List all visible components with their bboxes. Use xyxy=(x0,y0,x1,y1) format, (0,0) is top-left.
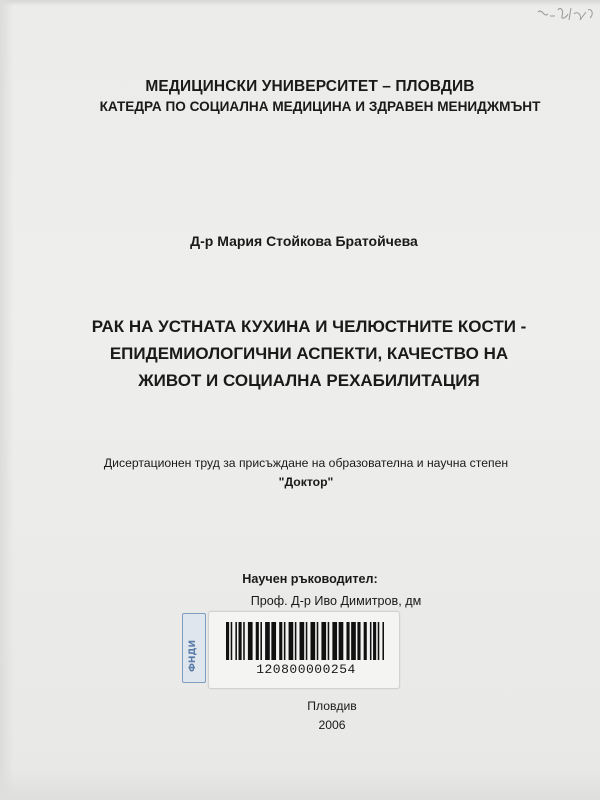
city: Пловдив xyxy=(307,699,357,713)
barcode-bar xyxy=(373,622,376,660)
barcode xyxy=(226,622,384,660)
barcode-bar xyxy=(235,622,237,660)
scan-edge-left xyxy=(0,0,14,800)
supervisor-name: Проф. Д-р Иво Димитров, дм xyxy=(250,594,422,608)
barcode-bar xyxy=(382,622,384,660)
library-stamp-text: ФНДИ xyxy=(188,639,198,672)
barcode-bar xyxy=(357,622,360,660)
barcode-bar xyxy=(332,622,337,660)
degree-name: "Доктор" xyxy=(278,475,334,489)
dissertation-description: Дисертационен труд за присъждане на образователна и научна степен xyxy=(103,456,509,470)
department-name: КАТЕДРА ПО СОЦИАЛНА МЕДИЦИНА И ЗДРАВЕН МЕНИДЖМЪНТ xyxy=(99,99,541,114)
barcode-bar xyxy=(256,622,259,660)
barcode-bar xyxy=(346,622,349,660)
barcode-bar xyxy=(289,622,294,660)
barcode-bar xyxy=(310,622,315,660)
barcode-bar xyxy=(300,622,305,660)
year: 2006 xyxy=(318,718,346,732)
barcode-bar xyxy=(295,622,297,660)
handwritten-note xyxy=(536,4,596,32)
university-name: МЕДИЦИНСКИ УНИВЕРСИТЕТ – ПЛОВДИВ xyxy=(145,78,475,95)
title-line-1: РАК НА УСТНАТА КУХИНА И ЧЕЛЮСТНИТЕ КОСТИ - xyxy=(91,317,527,336)
barcode-bar xyxy=(306,622,308,660)
barcode-number: 120800000254 xyxy=(256,662,356,677)
dissertation-title xyxy=(26,313,592,394)
supervisor-label: Научен ръководител: xyxy=(242,572,378,586)
scan-edge-top xyxy=(0,0,600,6)
barcode-bar xyxy=(284,622,286,660)
barcode-bar xyxy=(351,622,356,660)
barcode-bar xyxy=(339,622,344,660)
barcode-bar xyxy=(364,622,367,660)
barcode-bar xyxy=(370,622,372,660)
barcode-bar xyxy=(271,622,276,660)
barcode-bar xyxy=(279,622,282,660)
scan-edge-bottom xyxy=(0,770,600,800)
barcode-bar xyxy=(321,622,326,660)
barcode-bar xyxy=(248,622,253,660)
barcode-bar xyxy=(231,622,233,660)
title-line-3: ЖИВОТ И СОЦИАЛНА РЕХАБИЛИТАЦИЯ xyxy=(138,371,480,390)
barcode-bar xyxy=(243,622,245,660)
barcode-bar xyxy=(265,622,270,660)
barcode-bar xyxy=(239,622,242,660)
title-line-2: ЕПИДЕМИОЛОГИЧНИ АСПЕКТИ, КАЧЕСТВО НА xyxy=(109,344,509,363)
dissertation-note xyxy=(6,454,600,492)
author-name: Д-р Мария Стойкова Братойчева xyxy=(190,233,418,249)
barcode-bar xyxy=(328,622,330,660)
barcode-bar xyxy=(226,622,229,660)
barcode-bar xyxy=(317,622,319,660)
barcode-bar xyxy=(378,622,380,660)
barcode-bar xyxy=(260,622,262,660)
